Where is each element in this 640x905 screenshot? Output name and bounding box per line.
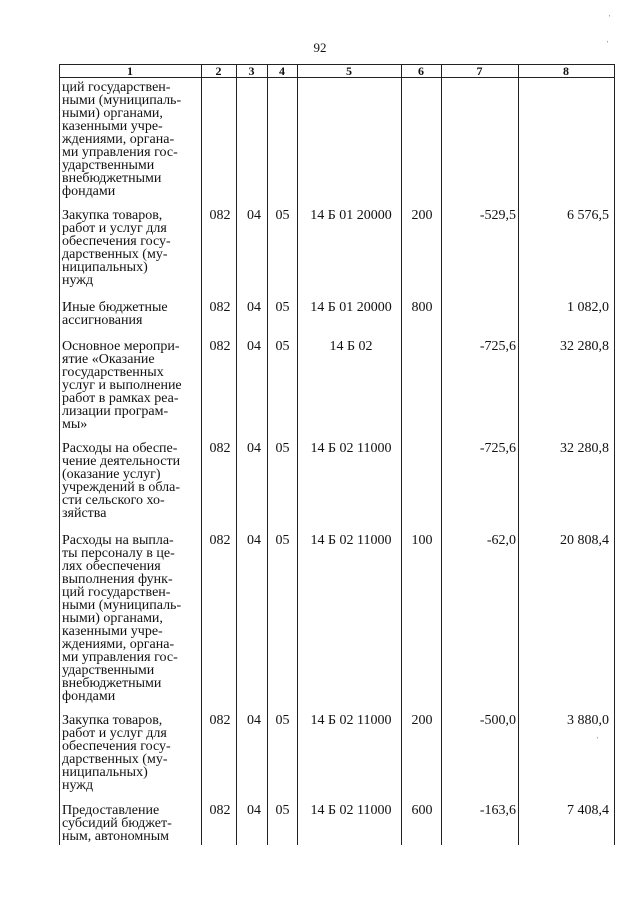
row-name: ций государствен- ными (муниципаль- ными) органами, казенными учре- ждениями, органа- ми управления гос- ударственными внебюджетными фондами <box>62 80 182 199</box>
cell-col-5: 14 Б 02 11000 <box>310 803 392 818</box>
header-col-2: 2 <box>215 64 222 78</box>
cell-col-4: 05 <box>275 208 290 223</box>
row-name: Предоставление субсидий бюджет- ным, автономным <box>62 803 172 844</box>
cell-col-3: 04 <box>247 713 261 728</box>
cell-col-6: 800 <box>411 300 433 315</box>
cell-col-5: 14 Б 02 11000 <box>310 441 392 456</box>
cell-col-4: 05 <box>275 533 290 548</box>
header-col-3: 3 <box>248 64 255 78</box>
cell-col-3: 04 <box>247 803 261 818</box>
cell-col-6: 200 <box>411 713 433 728</box>
header-col-8: 8 <box>563 64 569 78</box>
cell-col-2: 082 <box>209 441 231 456</box>
cell-col-6: 200 <box>411 208 433 223</box>
cell-col-5: 14 Б 01 20000 <box>310 300 392 315</box>
cell-col-3: 04 <box>247 339 261 354</box>
header-col-5: 5 <box>346 64 352 78</box>
row-name: Расходы на обеспе- чение деятельности (оказание услуг) учреждений в обла- сти сельского хо- зяйства <box>62 441 181 521</box>
header-col-4: 4 <box>279 64 285 78</box>
row-name: Закупка товаров, работ и услуг для обеспечения госу- дарственных (му- ниципальных) нужд <box>62 713 171 793</box>
row-name: Иные бюджетные ассигнования <box>62 300 168 328</box>
cell-col-3: 04 <box>247 300 261 315</box>
cell-col-7: -725,6 <box>479 441 516 456</box>
header-col-6: 6 <box>418 64 424 78</box>
cell-col-7: -163,6 <box>479 803 516 818</box>
col-border <box>59 64 60 845</box>
cell-col-2: 082 <box>209 803 231 818</box>
scan-mark: ˈ <box>608 14 612 25</box>
cell-col-5: 14 Б 02 <box>329 339 373 354</box>
cell-col-6: 100 <box>411 533 433 548</box>
cell-col-5: 14 Б 01 20000 <box>310 208 392 223</box>
cell-col-3: 04 <box>247 533 261 548</box>
scan-mark: ˈ <box>596 736 600 747</box>
page-number: 92 <box>313 40 327 55</box>
cell-col-8: 6 576,5 <box>567 208 609 223</box>
row-name: Закупка товаров, работ и услуг для обеспечения госу- дарственных (му- ниципальных) нужд <box>62 208 171 288</box>
cell-col-6: 600 <box>411 803 433 818</box>
cell-col-8: 32 280,8 <box>560 441 609 456</box>
scan-mark: ˌ <box>606 32 610 43</box>
cell-col-8: 1 082,0 <box>567 300 609 315</box>
row-name: Расходы на выпла- ты персоналу в це- лях обеспечения выполнения функ- ций государствен- ными (муниципаль- ными) органами, казенными учре- ждениями, органа- ми управления гос- ударственными внебюджетными фондами <box>62 533 182 704</box>
cell-col-8: 3 880,0 <box>567 713 609 728</box>
cell-col-5: 14 Б 02 11000 <box>310 713 392 728</box>
cell-col-7: -725,6 <box>479 339 516 354</box>
cell-col-2: 082 <box>209 713 231 728</box>
cell-col-2: 082 <box>209 300 231 315</box>
col-border <box>441 64 442 845</box>
cell-col-8: 20 808,4 <box>560 533 609 548</box>
budget-table <box>59 64 615 854</box>
header-col-7: 7 <box>476 64 483 78</box>
col-border <box>614 64 615 845</box>
cell-col-7: -529,5 <box>479 208 516 223</box>
cell-col-4: 05 <box>275 300 290 315</box>
cell-col-5: 14 Б 02 11000 <box>310 533 392 548</box>
col-border <box>236 64 237 845</box>
col-border <box>201 64 202 845</box>
cell-col-4: 05 <box>275 339 290 354</box>
cell-col-4: 05 <box>275 803 290 818</box>
cell-col-3: 04 <box>247 441 261 456</box>
cell-col-2: 082 <box>209 533 231 548</box>
cell-col-2: 082 <box>209 339 231 354</box>
cell-col-4: 05 <box>275 713 290 728</box>
cell-col-4: 05 <box>275 441 290 456</box>
cell-col-8: 32 280,8 <box>560 339 609 354</box>
header-col-1: 1 <box>127 64 133 78</box>
row-name: Основное меропри- ятие «Оказание государственных услуг и выполнение работ в рамках реа- лизации програм- мы» <box>62 339 182 432</box>
cell-col-2: 082 <box>209 208 231 223</box>
cell-col-8: 7 408,4 <box>567 803 609 818</box>
cell-col-7: -500,0 <box>479 713 516 728</box>
col-border <box>297 64 298 845</box>
cell-col-3: 04 <box>247 208 261 223</box>
cell-col-7: -62,0 <box>486 533 516 548</box>
